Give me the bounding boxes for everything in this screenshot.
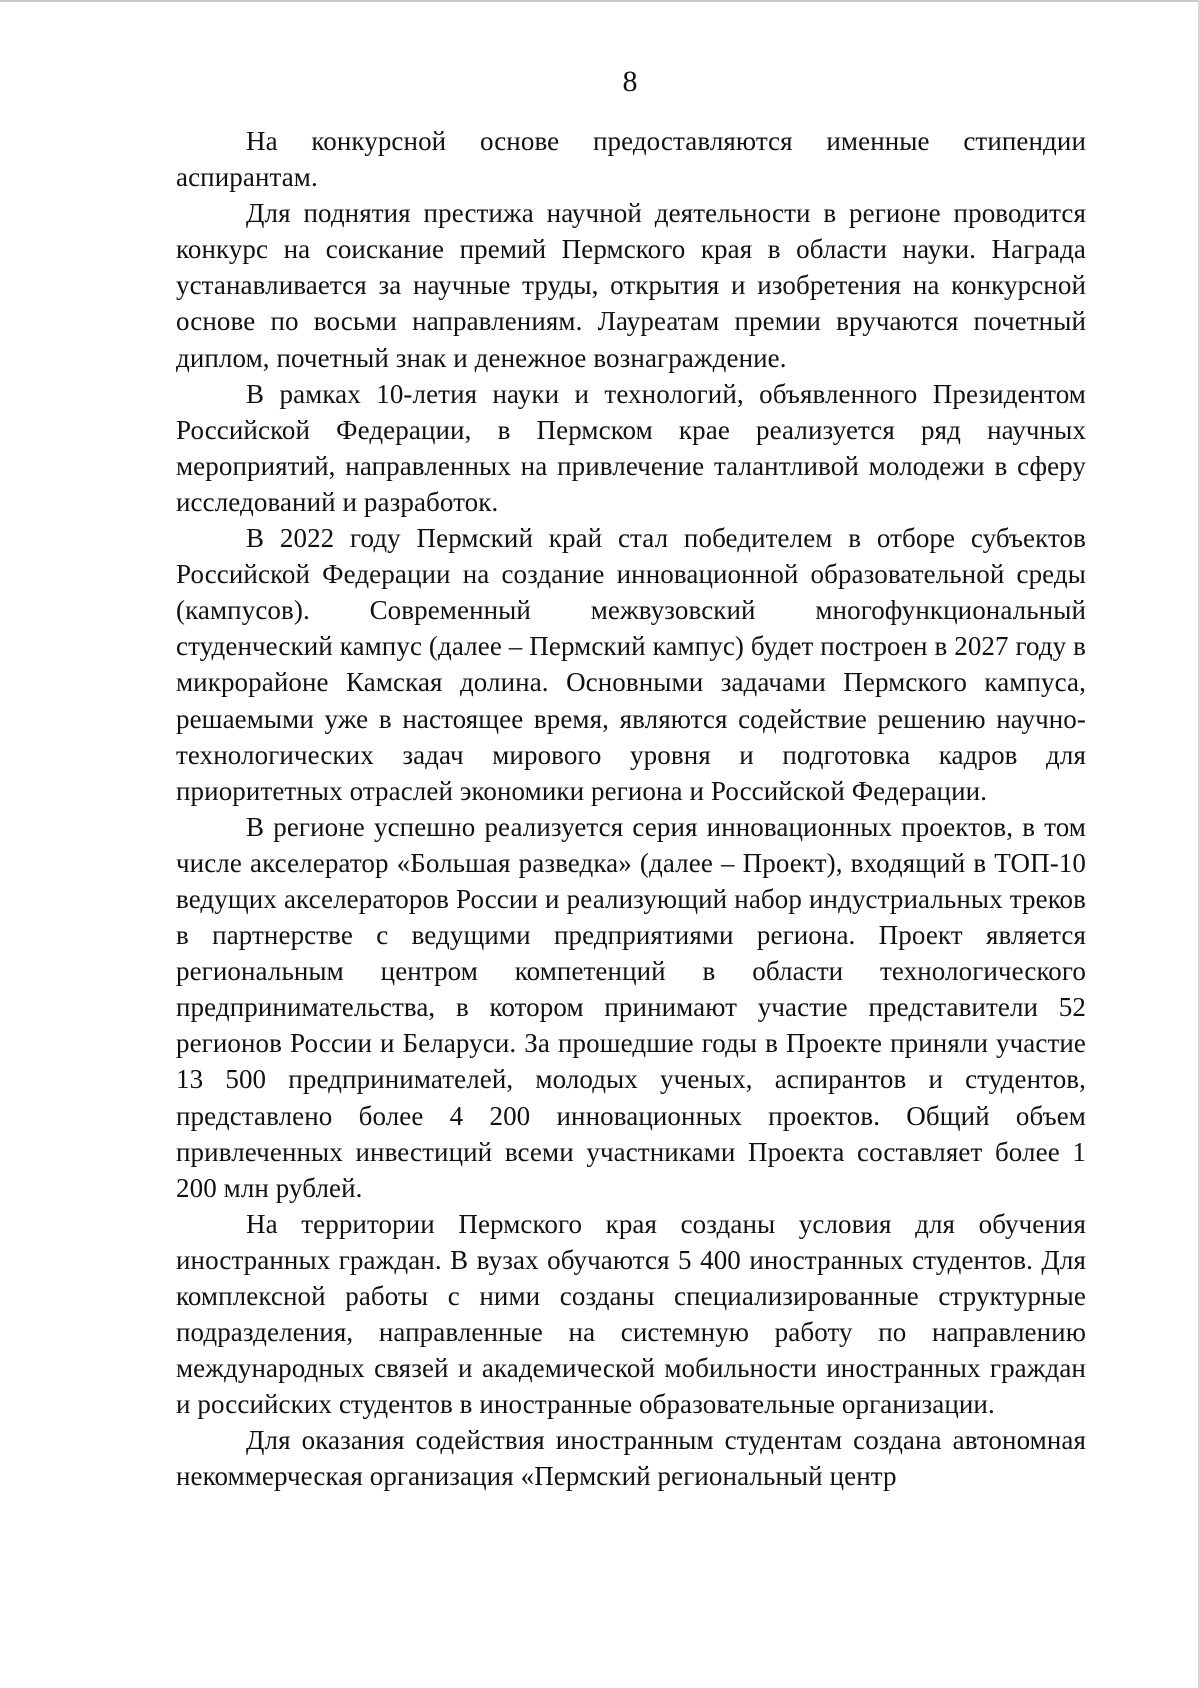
page-number: 8 [622,65,638,98]
paragraph-accelerator: В регионе успешно реализуется серия инновационных проектов, в том числе акселератор «Большая разведка» (далее – Проект), входящий в ТОП-10 ведущих акселераторов России и реализующий набор индустриальных треков в партнерстве с ведущими предприятиями региона. Проект является региональным центром компетенций в области технологического предпринимательства, в котором принимают участие представители 52 регионов России и Беларуси. За прошедшие годы в Проекте приняли участие 13 500 предпринимателей, молодых ученых, аспирантов и студентов, представлено более 4 200 инновационных проектов. Общий объем привлеченных инвестиций всеми участниками Проекта составляет более 1 200 млн рублей. [176,811,1086,1203]
paragraph-science-awards: Для поднятия престижа научной деятельности в регионе проводится конкурс на соискание премий Пермского края в области науки. Награда устанавливается за научные труды, открытия и изобретения на конкурсной основе по восьми направлениям. Лауреатам премии вручаются почетный диплом, почетный знак и денежное вознаграждение. [176,198,1086,373]
paragraph-scholarships: На конкурсной основе предоставляются именные стипендии аспирантам. [176,126,1086,193]
scan-edge-top [0,0,1200,2]
paragraph-campus: В 2022 году Пермский край стал победителем в отборе субъектов Российской Федерации на создание инновационной образовательной среды (кампусов). Современный межвузовский многофункциональный студенческий кампус (далее – Пермский кампус) будет построен в 2027 году в микрорайоне Камская долина. Основными задачами Пермского кампуса, решаемыми уже в настоящее время, являются содействие решению научно-технологических задач мирового уровня и подготовка кадров для приоритетных отраслей экономики региона и Российской Федерации. [176,523,1086,806]
paragraph-foreign-students: На территории Пермского края созданы условия для обучения иностранных граждан. В вузах обучаются 5 400 иностранных студентов. Для комплексной работы с ними созданы специализированные структурные подразделения, направленные на системную работу по направлению международных связей и академической мобильности иностранных граждан и российских студентов в иностранные образовательные организации. [176,1208,1086,1420]
document-body [176,123,1086,1495]
paragraph-decade-of-science: В рамках 10-летия науки и технологий, объявленного Президентом Российской Федерации, в Пермском крае реализуется ряд научных мероприятий, направленных на привлечение талантливой молодежи в сферу исследований и разработок. [176,378,1086,517]
paragraph-support-center: Для оказания содействия иностранным студентам создана автономная некоммерческая организация «Пермский региональный центр [176,1425,1086,1492]
